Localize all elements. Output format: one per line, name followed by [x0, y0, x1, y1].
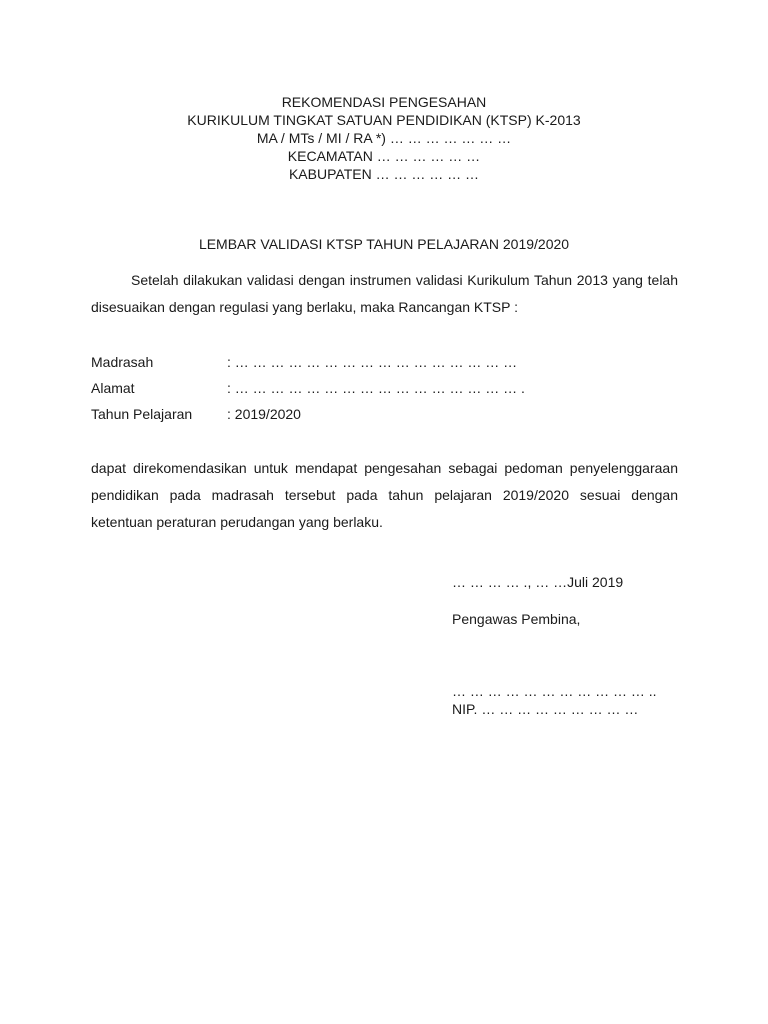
signature-nip: NIP. … … … … … … … … …	[452, 701, 639, 717]
field-row-tahun-pelajaran	[91, 401, 525, 427]
signature-title: Pengawas Pembina,	[452, 611, 581, 627]
signature-name-line: … … … … … … … … … … … ..	[452, 683, 657, 699]
field-label: Alamat	[91, 380, 135, 396]
intro-paragraph: Setelah dilakukan validasi dengan instrumen validasi Kurikulum Tahun 2013 yang telah disesuaikan dengan regulasi yang berlaku, maka Rancangan KTSP :	[91, 272, 678, 315]
document-subtitle: LEMBAR VALIDASI KTSP TAHUN PELAJARAN 2019/2020	[198, 236, 570, 252]
document-header	[0, 93, 768, 183]
header-title: REKOMENDASI PENGESAHAN	[281, 94, 487, 110]
field-value: : … … … … … … … … … … … … … … … … .	[227, 380, 525, 396]
field-value: : … … … … … … … … … … … … … … … …	[227, 354, 518, 370]
field-row-madrasah	[91, 349, 525, 375]
closing-paragraph: dapat direkomendasikan untuk mendapat pengesahan sebagai pedoman penyelenggaraan pendidikan pada madrasah tersebut pada tahun pelajaran 2019/2020 sesuai dengan ketentuan peraturan perudangan yang berlaku.	[91, 460, 678, 530]
field-value: : 2019/2020	[227, 406, 301, 422]
header-madrasah-type: MA / MTs / MI / RA *) … … … … … … …	[256, 130, 512, 146]
signature-date: … … … … ., … …Juli 2019	[452, 574, 624, 590]
header-kecamatan: KECAMATAN … … … … … …	[287, 148, 481, 164]
field-row-alamat	[91, 375, 525, 401]
fields-block	[91, 349, 525, 427]
field-label: Madrasah	[91, 354, 154, 370]
header-kabupaten: KABUPATEN … … … … … …	[288, 166, 480, 182]
field-label: Tahun Pelajaran	[91, 406, 193, 422]
header-curriculum: KURIKULUM TINGKAT SATUAN PENDIDIKAN (KTSP) K-2013	[187, 112, 581, 128]
